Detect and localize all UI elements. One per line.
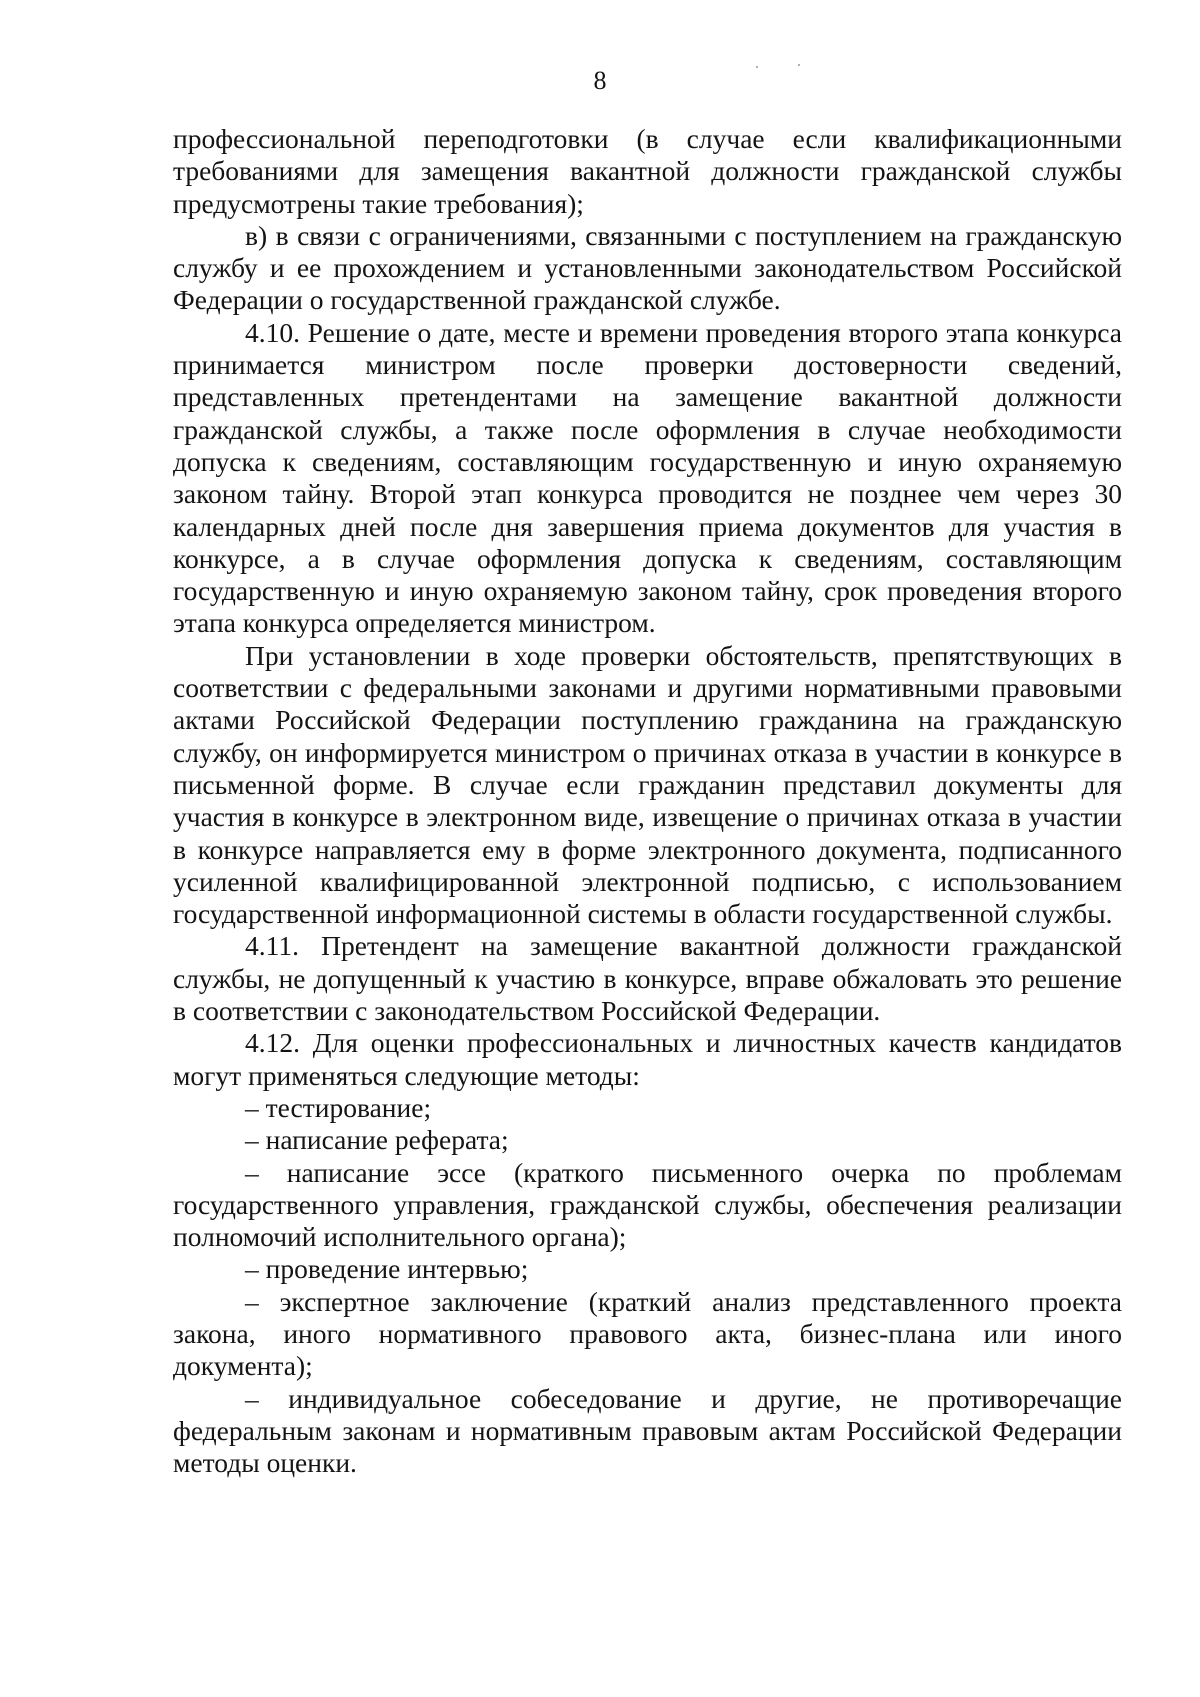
paragraph-item-v: в) в связи с ограничениями, связанными с поступлением на гражданскую службу и ее прохождением и установленными законодательством Российской Федерации о государственной гражданской службе. (173, 219, 1122, 316)
list-item-essay: – написание эссе (краткого письменного очерка по проблемам государственного управления, гражданской службы, обеспечения реализации полномочий исполнительного органа); (173, 1156, 1122, 1253)
page-number: 8 (593, 66, 607, 95)
list-item-interview: – проведение интервью; (245, 1253, 529, 1285)
list-item-individual-interview: – индивидуальное собеседование и другие, не противоречащие федеральным законам и нормативным правовым актам Российской Федерации методы оценки. (173, 1382, 1122, 1479)
paragraph-clause-4-12: 4.12. Для оценки профессиональных и личностных качеств кандидатов могут применяться следующие методы: (173, 1027, 1122, 1091)
list-item-expert-conclusion: – экспертное заключение (краткий анализ представленного проекта закона, иного нормативного правового акта, бизнес-плана или иного документа); (173, 1285, 1122, 1382)
list-item-testing: – тестирование; (245, 1091, 432, 1123)
paragraph-clause-4-11: 4.11. Претендент на замещение вакантной должности гражданской службы, не допущенный к участию в конкурсе, вправе обжаловать это решение в соответствии с законодательством Российской Федерации. (173, 930, 1122, 1027)
document-body (173, 123, 1122, 1479)
paragraph-refusal-notice: При установлении в ходе проверки обстоятельств, препятствующих в соответствии с федеральными законами и другими нормативными правовыми актами Российской Федерации поступлению гражданина на гражданскую службу, он информируется министром о причинах отказа в участии в конкурсе в письменной форме. В случае если гражданин представил документы для участия в конкурсе в электронном виде, извещение о причинах отказа в участии в конкурсе направляется ему в форме электронного документа, подписанного усиленной квалифицированной электронной подписью, с использованием государственной информационной системы в области государственной службы. (173, 639, 1122, 930)
paragraph-continued-training: профессиональной переподготовки (в случае если квалификационными требованиями для замещения вакантной должности гражданской службы предусмотрены такие требования); (173, 123, 1122, 219)
list-item-report: – написание реферата; (245, 1124, 509, 1156)
paragraph-clause-4-10: 4.10. Решение о дате, месте и времени проведения второго этапа конкурса принимается министром после проверки достоверности сведений, представленных претендентами на замещение вакантной должности гражданской службы, а также после оформления в случае необходимости допуска к сведениям, составляющим государственную и иную охраняемую законом тайну. Второй этап конкурса проводится не позднее чем через 30 календарных дней после дня завершения приема документов для участия в конкурсе, а в случае оформления допуска к сведениям, составляющим государственную и иную охраняемую законом тайну, срок проведения второго этапа конкурса определяется министром. (173, 316, 1122, 639)
